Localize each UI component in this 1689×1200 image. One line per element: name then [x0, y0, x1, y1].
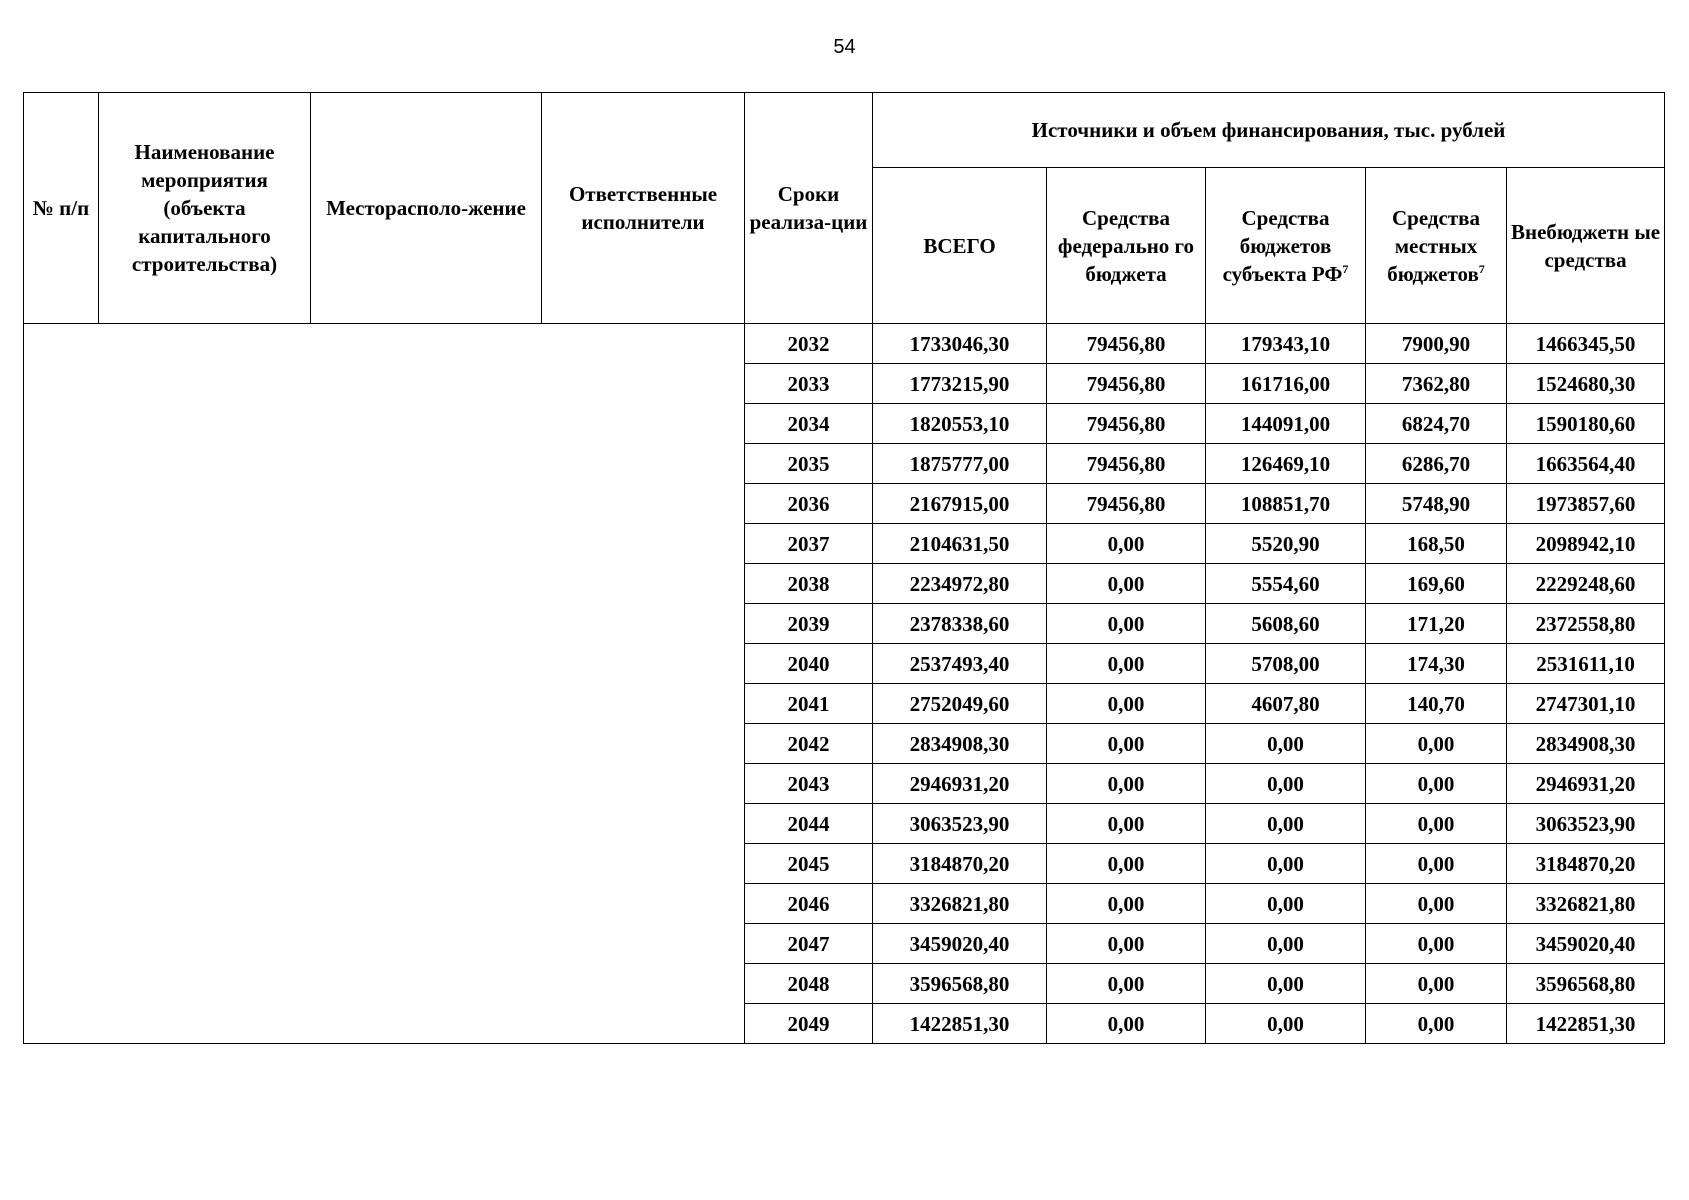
page-number: 54 — [833, 36, 856, 58]
cell-local: 0,00 — [1366, 844, 1507, 884]
cell-year: 2041 — [745, 684, 873, 724]
cell-local: 0,00 — [1366, 804, 1507, 844]
cell-extra: 2946931,20 — [1507, 764, 1665, 804]
cell-extra: 1973857,60 — [1507, 484, 1665, 524]
cell-federal: 79456,80 — [1047, 404, 1206, 444]
cell-extra: 2229248,60 — [1507, 564, 1665, 604]
cell-year: 2040 — [745, 644, 873, 684]
cell-regional: 108851,70 — [1206, 484, 1366, 524]
cell-local: 0,00 — [1366, 964, 1507, 1004]
cell-total: 2104631,50 — [873, 524, 1047, 564]
cell-extra: 1524680,30 — [1507, 364, 1665, 404]
cell-extra: 2098942,10 — [1507, 524, 1665, 564]
cell-total: 3063523,90 — [873, 804, 1047, 844]
cell-extra: 3326821,80 — [1507, 884, 1665, 924]
cell-year: 2048 — [745, 964, 873, 1004]
cell-year: 2042 — [745, 724, 873, 764]
cell-federal: 79456,80 — [1047, 364, 1206, 404]
cell-regional: 5554,60 — [1206, 564, 1366, 604]
cell-regional: 179343,10 — [1206, 324, 1366, 364]
cell-total: 2834908,30 — [873, 724, 1047, 764]
cell-year: 2045 — [745, 844, 873, 884]
header-period: Сроки реализа-ции — [745, 93, 873, 324]
cell-local: 140,70 — [1366, 684, 1507, 724]
table-body — [24, 324, 1665, 1044]
cell-extra: 3596568,80 — [1507, 964, 1665, 1004]
cell-local: 7900,90 — [1366, 324, 1507, 364]
cell-total: 1773215,90 — [873, 364, 1047, 404]
cell-extra: 3063523,90 — [1507, 804, 1665, 844]
cell-local: 0,00 — [1366, 884, 1507, 924]
cell-federal: 0,00 — [1047, 604, 1206, 644]
cell-local: 169,60 — [1366, 564, 1507, 604]
cell-regional: 0,00 — [1206, 724, 1366, 764]
header-num: № п/п — [24, 93, 99, 324]
header-location: Месторасполо-жение — [311, 93, 542, 324]
cell-regional: 5708,00 — [1206, 644, 1366, 684]
cell-year: 2036 — [745, 484, 873, 524]
cell-year: 2038 — [745, 564, 873, 604]
cell-local: 5748,90 — [1366, 484, 1507, 524]
cell-total: 2234972,80 — [873, 564, 1047, 604]
cell-year: 2037 — [745, 524, 873, 564]
header-local-label: Средства местных бюджетов — [1387, 205, 1480, 286]
cell-local: 0,00 — [1366, 764, 1507, 804]
cell-year: 2034 — [745, 404, 873, 444]
cell-federal: 0,00 — [1047, 804, 1206, 844]
table-row — [24, 324, 1665, 364]
cell-year: 2039 — [745, 604, 873, 644]
cell-regional: 0,00 — [1206, 844, 1366, 884]
cell-local: 174,30 — [1366, 644, 1507, 684]
cell-local: 7362,80 — [1366, 364, 1507, 404]
cell-extra: 2834908,30 — [1507, 724, 1665, 764]
cell-federal: 79456,80 — [1047, 324, 1206, 364]
cell-extra: 3184870,20 — [1507, 844, 1665, 884]
table-header — [24, 93, 1665, 324]
header-funding-group: Источники и объем финансирования, тыс. рублей — [873, 93, 1665, 168]
cell-year: 2047 — [745, 924, 873, 964]
cell-federal: 79456,80 — [1047, 484, 1206, 524]
header-local-footnote: 7 — [1478, 261, 1485, 276]
cell-total: 3326821,80 — [873, 884, 1047, 924]
cell-regional: 126469,10 — [1206, 444, 1366, 484]
header-name: Наименование мероприятия (объекта капитального строительства) — [99, 93, 311, 324]
cell-regional: 5608,60 — [1206, 604, 1366, 644]
cell-local: 6824,70 — [1366, 404, 1507, 444]
cell-total: 1733046,30 — [873, 324, 1047, 364]
cell-federal: 0,00 — [1047, 884, 1206, 924]
cell-extra: 2747301,10 — [1507, 684, 1665, 724]
header-total: ВСЕГО — [873, 168, 1047, 324]
header-regional-label: Средства бюджетов субъекта РФ — [1222, 205, 1343, 286]
cell-local: 0,00 — [1366, 924, 1507, 964]
cell-local: 6286,70 — [1366, 444, 1507, 484]
cell-federal: 0,00 — [1047, 564, 1206, 604]
cell-regional: 161716,00 — [1206, 364, 1366, 404]
cell-extra: 1422851,30 — [1507, 1004, 1665, 1044]
cell-local: 0,00 — [1366, 1004, 1507, 1044]
cell-regional: 0,00 — [1206, 884, 1366, 924]
header-extra: Внебюджетн ые средства — [1507, 168, 1665, 324]
cell-regional: 0,00 — [1206, 964, 1366, 1004]
cell-total: 3596568,80 — [873, 964, 1047, 1004]
cell-federal: 0,00 — [1047, 524, 1206, 564]
cell-extra: 1590180,60 — [1507, 404, 1665, 444]
cell-extra: 1663564,40 — [1507, 444, 1665, 484]
cell-regional: 0,00 — [1206, 1004, 1366, 1044]
cell-federal: 0,00 — [1047, 964, 1206, 1004]
cell-year: 2043 — [745, 764, 873, 804]
cell-regional: 144091,00 — [1206, 404, 1366, 444]
cell-federal: 0,00 — [1047, 724, 1206, 764]
cell-federal: 0,00 — [1047, 924, 1206, 964]
merged-empty-cell — [24, 324, 745, 1044]
header-responsible: Ответственные исполнители — [542, 93, 745, 324]
cell-extra: 2372558,80 — [1507, 604, 1665, 644]
cell-year: 2046 — [745, 884, 873, 924]
financing-table — [23, 92, 1665, 1044]
cell-regional: 0,00 — [1206, 924, 1366, 964]
cell-total: 2167915,00 — [873, 484, 1047, 524]
cell-year: 2049 — [745, 1004, 873, 1044]
cell-extra: 3459020,40 — [1507, 924, 1665, 964]
cell-total: 2946931,20 — [873, 764, 1047, 804]
cell-total: 1820553,10 — [873, 404, 1047, 444]
cell-local: 171,20 — [1366, 604, 1507, 644]
cell-total: 1875777,00 — [873, 444, 1047, 484]
cell-total: 1422851,30 — [873, 1004, 1047, 1044]
cell-total: 3459020,40 — [873, 924, 1047, 964]
cell-federal: 0,00 — [1047, 1004, 1206, 1044]
cell-year: 2032 — [745, 324, 873, 364]
cell-extra: 1466345,50 — [1507, 324, 1665, 364]
header-regional — [1206, 168, 1366, 324]
cell-federal: 0,00 — [1047, 844, 1206, 884]
cell-federal: 0,00 — [1047, 644, 1206, 684]
cell-total: 2378338,60 — [873, 604, 1047, 644]
cell-total: 3184870,20 — [873, 844, 1047, 884]
cell-regional: 0,00 — [1206, 804, 1366, 844]
cell-regional: 0,00 — [1206, 764, 1366, 804]
cell-extra: 2531611,10 — [1507, 644, 1665, 684]
cell-year: 2044 — [745, 804, 873, 844]
cell-total: 2537493,40 — [873, 644, 1047, 684]
cell-regional: 5520,90 — [1206, 524, 1366, 564]
cell-total: 2752049,60 — [873, 684, 1047, 724]
cell-federal: 79456,80 — [1047, 444, 1206, 484]
cell-regional: 4607,80 — [1206, 684, 1366, 724]
cell-local: 0,00 — [1366, 724, 1507, 764]
header-federal: Средства федерально го бюджета — [1047, 168, 1206, 324]
header-regional-footnote: 7 — [1342, 261, 1349, 276]
cell-year: 2033 — [745, 364, 873, 404]
cell-federal: 0,00 — [1047, 684, 1206, 724]
cell-local: 168,50 — [1366, 524, 1507, 564]
cell-federal: 0,00 — [1047, 764, 1206, 804]
cell-year: 2035 — [745, 444, 873, 484]
header-local — [1366, 168, 1507, 324]
